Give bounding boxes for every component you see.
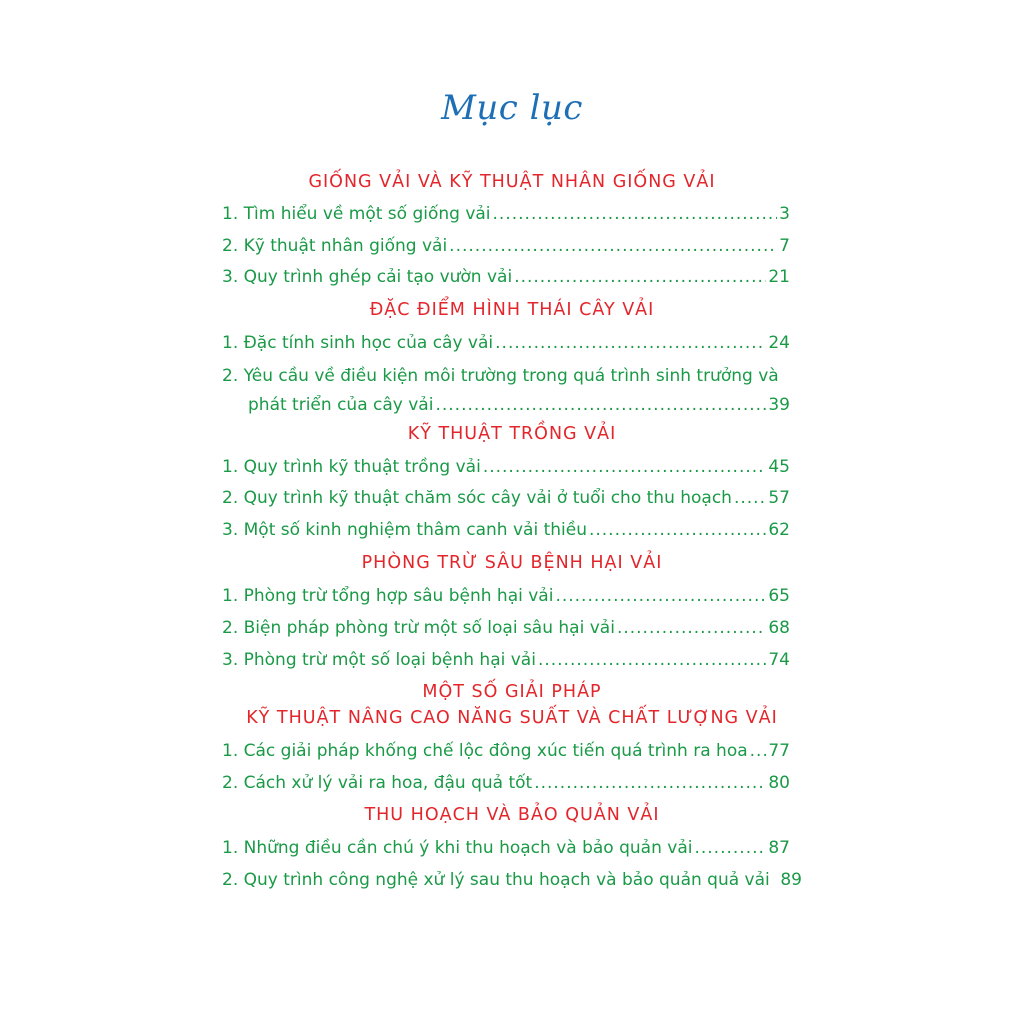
toc-entry <box>222 616 790 640</box>
toc-entry-page: 39 <box>768 395 790 415</box>
toc-entry-title-cont: phát triển của cây vải <box>248 395 434 415</box>
toc-entry <box>222 331 790 355</box>
dot-leader <box>435 393 766 417</box>
toc-entry <box>222 868 802 892</box>
toc-entry-title: 2. Quy trình công nghệ xử lý sau thu hoạch và bảo quản quả vải <box>222 870 770 890</box>
dot-leader <box>694 836 766 860</box>
dot-leader <box>449 234 777 258</box>
toc-entry-title: 3. Một số kinh nghiệm thâm canh vải thiều <box>222 520 587 540</box>
dot-leader <box>589 518 766 542</box>
dot-leader <box>750 739 767 763</box>
section-heading: KỸ THUẬT TRỒNG VẢI <box>407 424 617 444</box>
section-heading: MỘT SỐ GIẢI PHÁP <box>422 682 602 702</box>
dot-leader <box>483 455 767 479</box>
toc-entry <box>222 771 790 795</box>
toc-entry-title: 1. Các giải pháp khống chế lộc đông xúc tiến quá trình ra hoa <box>222 741 748 761</box>
toc-entry-title: 2. Biện pháp phòng trừ một số loại sâu hại vải <box>222 618 615 638</box>
toc-entry-page: 21 <box>768 267 790 287</box>
toc-entry-title: 1. Tìm hiểu về một số giống vải <box>222 204 491 224</box>
toc-entry-title: 2. Quy trình kỹ thuật chăm sóc cây vải ở tuổi cho thu hoạch <box>222 488 732 508</box>
toc-entry-page: 68 <box>768 618 790 638</box>
dot-leader <box>514 265 766 289</box>
toc-entry-title: 2. Yêu cầu về điều kiện môi trường trong quá trình sinh trưởng và <box>222 366 779 386</box>
toc-entry-title: 2. Cách xử lý vải ra hoa, đậu quả tốt <box>222 773 533 793</box>
section-heading: PHÒNG TRỪ SÂU BỆNH HẠI VẢI <box>361 553 663 573</box>
toc-entry <box>222 518 790 542</box>
toc-entry <box>222 234 790 258</box>
toc-entry <box>222 455 790 479</box>
dot-leader <box>493 202 778 226</box>
toc-entry-page: 74 <box>768 650 790 670</box>
toc-entry-page: 62 <box>768 520 790 540</box>
toc-entry-page: 24 <box>768 333 790 353</box>
toc-entry-page: 57 <box>768 488 790 508</box>
toc-entry-page: 89 <box>780 870 802 890</box>
toc-entry-title: 1. Những điều cần chú ý khi thu hoạch và bảo quản vải <box>222 838 693 858</box>
section-heading: THU HOẠCH VÀ BẢO QUẢN VẢI <box>364 805 660 825</box>
dot-leader <box>534 771 766 795</box>
toc-entry-page: 77 <box>768 741 790 761</box>
dot-leader <box>617 616 766 640</box>
section-heading: ĐẶC ĐIỂM HÌNH THÁI CÂY VẢI <box>369 300 655 320</box>
toc-entry <box>222 486 790 510</box>
toc-entry-page: 45 <box>768 457 790 477</box>
toc-entry <box>222 739 790 763</box>
toc-entry <box>222 584 790 608</box>
toc-entry-title: 1. Phòng trừ tổng hợp sâu bệnh hại vải <box>222 586 554 606</box>
toc-entry <box>222 836 790 860</box>
section-heading-line2: KỸ THUẬT NÂNG CAO NĂNG SUẤT VÀ CHẤT LƯỢNG VẢI <box>246 708 778 728</box>
toc-entry-title: 2. Kỹ thuật nhân giống vải <box>222 236 448 256</box>
page-title: Mục lục <box>441 88 583 128</box>
toc-entry-page: 87 <box>768 838 790 858</box>
toc-entry-page: 80 <box>768 773 790 793</box>
toc-entry-title: 3. Quy trình ghép cải tạo vườn vải <box>222 267 513 287</box>
toc-entry-page: 3 <box>779 204 790 224</box>
toc-entry-line1 <box>222 364 802 388</box>
toc-entry <box>248 393 790 417</box>
toc-entry <box>222 202 790 226</box>
section-heading: GIỐNG VẢI VÀ KỸ THUẬT NHÂN GIỐNG VẢI <box>308 172 716 192</box>
dot-leader <box>495 331 766 355</box>
dot-leader <box>734 486 766 510</box>
dot-leader <box>555 584 766 608</box>
toc-entry-title: 3. Phòng trừ một số loại bệnh hại vải <box>222 650 536 670</box>
toc-entry-page: 7 <box>779 236 790 256</box>
toc-entry <box>222 265 790 289</box>
toc-entry-title: 1. Quy trình kỹ thuật trồng vải <box>222 457 481 477</box>
toc-entry-page: 65 <box>768 586 790 606</box>
toc-entry <box>222 648 790 672</box>
dot-leader <box>538 648 766 672</box>
toc-entry-title: 1. Đặc tính sinh học của cây vải <box>222 333 494 353</box>
